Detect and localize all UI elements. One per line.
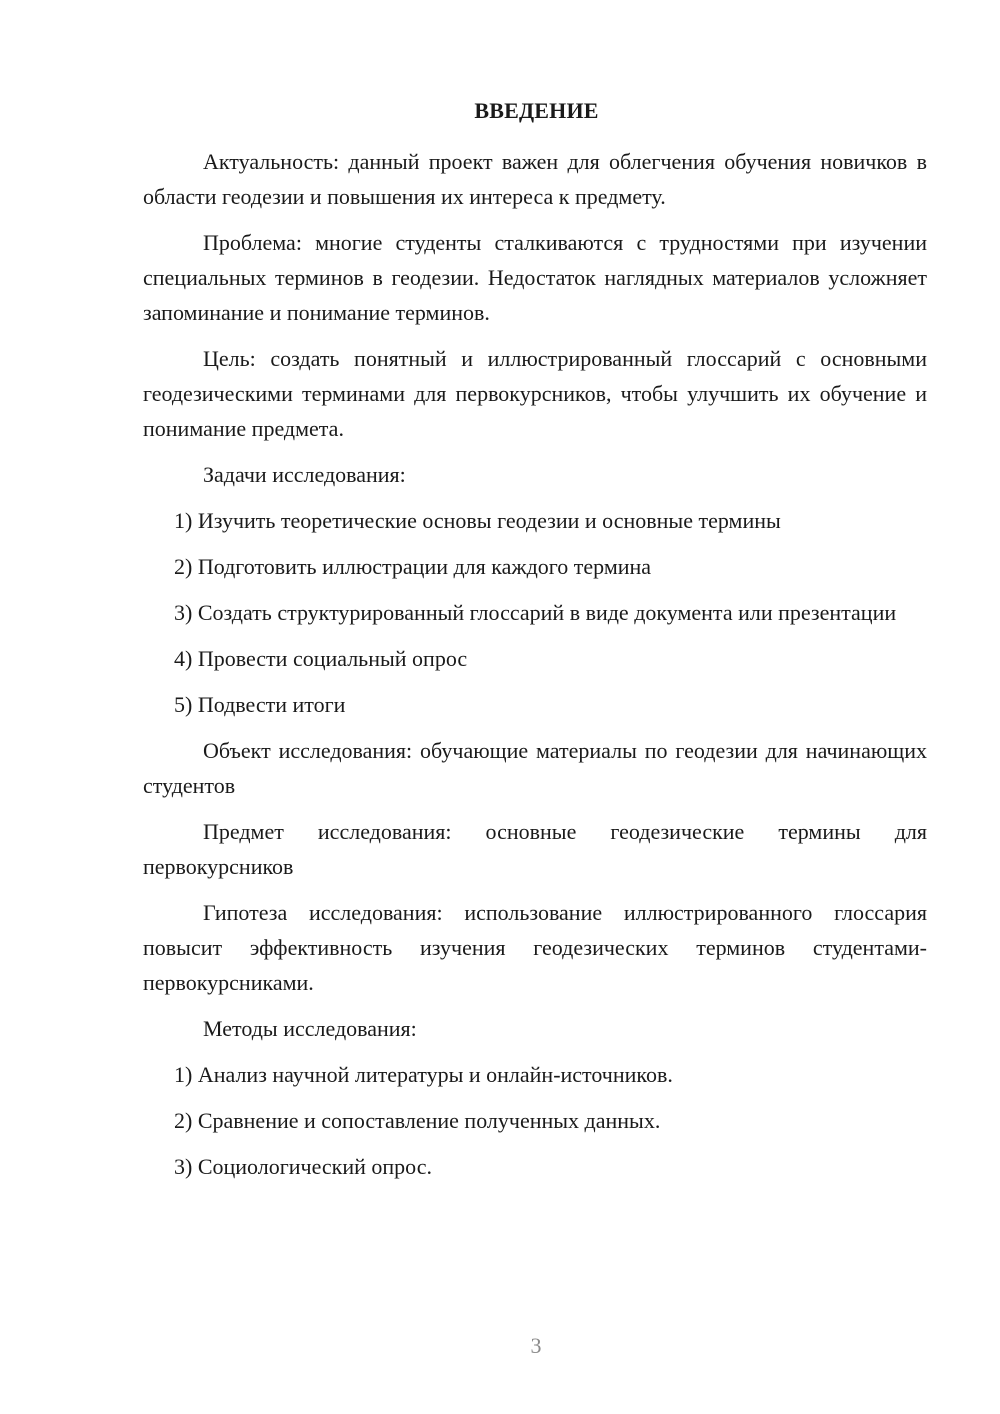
relevance-paragraph: Актуальность: данный проект важен для облегчения обучения новичков в области геодезии и повышения их интереса к предмету.	[143, 149, 927, 209]
goal-paragraph: Цель: создать понятный и иллюстрированный глоссарий с основными геодезическими терминами для первокурсников, чтобы улучшить их обучение и понимание предмета.	[143, 346, 927, 441]
task-item: 1) Изучить теоретические основы геодезии и основные термины	[174, 508, 781, 533]
task-item: 2) Подготовить иллюстрации для каждого термина	[174, 554, 652, 579]
page-number: 3	[530, 1333, 542, 1358]
subject-paragraph: Предмет исследования: основные геодезические термины для первокурсников	[143, 819, 927, 879]
problem-paragraph: Проблема: многие студенты сталкиваются с трудностями при изучении специальных терминов в геодезии. Недостаток наглядных материалов усложняет запоминание и понимание терминов.	[143, 230, 927, 325]
section-title: ВВЕДЕНИЕ	[474, 98, 599, 123]
tasks-heading: Задачи исследования:	[203, 462, 406, 487]
method-item: 2) Сравнение и сопоставление полученных данных.	[174, 1108, 661, 1133]
method-item: 3) Социологический опрос.	[174, 1154, 432, 1179]
method-item: 1) Анализ научной литературы и онлайн-источников.	[174, 1062, 673, 1087]
methods-heading: Методы исследования:	[203, 1016, 417, 1041]
hypothesis-paragraph: Гипотеза исследования: использование иллюстрированного глоссария повысит эффективность изучения геодезических терминов студентами-первокурсниками.	[143, 900, 927, 995]
task-item: 5) Подвести итоги	[174, 692, 346, 717]
task-item: 3) Создать структурированный глоссарий в виде документа или презентации	[174, 600, 897, 625]
document-body	[143, 96, 927, 1195]
object-paragraph: Объект исследования: обучающие материалы по геодезии для начинающих студентов	[143, 738, 927, 798]
task-item: 4) Провести социальный опрос	[174, 646, 468, 671]
